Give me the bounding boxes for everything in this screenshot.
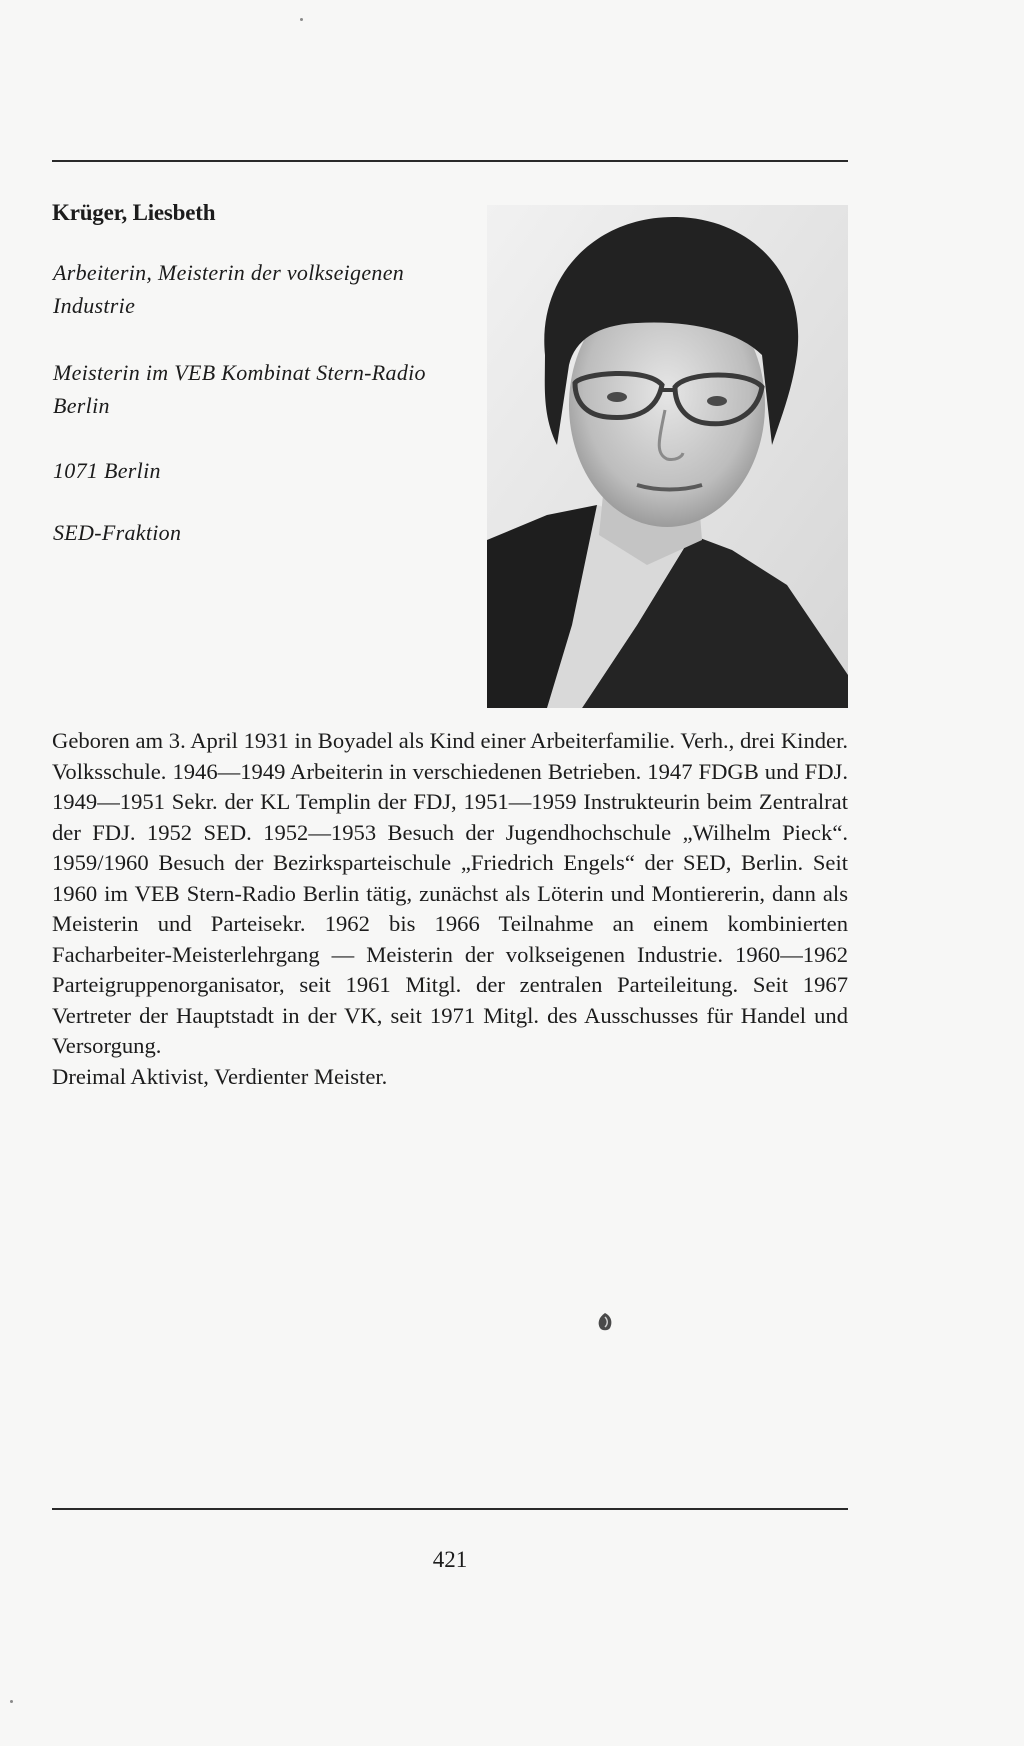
- top-rule: [52, 160, 848, 162]
- biography: [52, 726, 848, 1092]
- entry-name: Krüger, Liesbeth: [52, 200, 216, 225]
- entry-workplace: Meisterin im VEB Kombinat Stern-Radio Berlin: [53, 360, 426, 418]
- right-eye: [707, 396, 727, 406]
- bottom-rule: [52, 1508, 848, 1510]
- left-eye: [607, 392, 627, 402]
- portrait-photo: [487, 205, 848, 708]
- page-number: 421: [432, 1547, 468, 1572]
- portrait-illustration: [487, 205, 848, 708]
- biography-text: Geboren am 3. April 1931 in Boyadel als Kind einer Arbeiterfamilie. Verh., drei Kinder. Volksschule. 1946—1949 Arbeiterin in verschiedenen Betrieben. 1947 FDGB und FDJ. 1949—1951 Sekr. der KL Templin der FDJ, 1951—1959 Instrukteurin beim Zentralrat der FDJ. 1952 SED. 1952—1953 Besuch der Jugendhochschule „Wilhelm Pieck“. 1959/1960 Besuch der Bezirksparteischule „Friedrich Engels“ der SED, Berlin. Seit 1960 im VEB Stern-Radio Berlin tätig, zunächst als Löterin und Montiererin, dann als Meisterin und Parteisekr. 1962 bis 1966 Teilnahme an einem kombinierten Facharbeiter-Meisterlehrgang — Meisterin der volkseigenen Industrie. 1960—1962 Parteigruppenorganisator, seit 1961 Mitgl. der zentralen Parteileitung. Seit 1967 Vertreter der Hauptstadt in der VK, seit 1971 Mitgl. des Ausschusses für Handel und Versorgung.: [52, 728, 848, 1058]
- scan-speck: [10, 1700, 13, 1703]
- scan-speck: [300, 18, 303, 21]
- biography-awards: Dreimal Aktivist, Verdienter Meister.: [52, 1063, 388, 1089]
- entry-occupation: Arbeiterin, Meisterin der volkseigenen Industrie: [53, 260, 405, 318]
- printer-ornament-icon: [596, 1312, 614, 1332]
- entry-city: 1071 Berlin: [53, 458, 161, 483]
- entry-faction: SED-Fraktion: [53, 520, 182, 545]
